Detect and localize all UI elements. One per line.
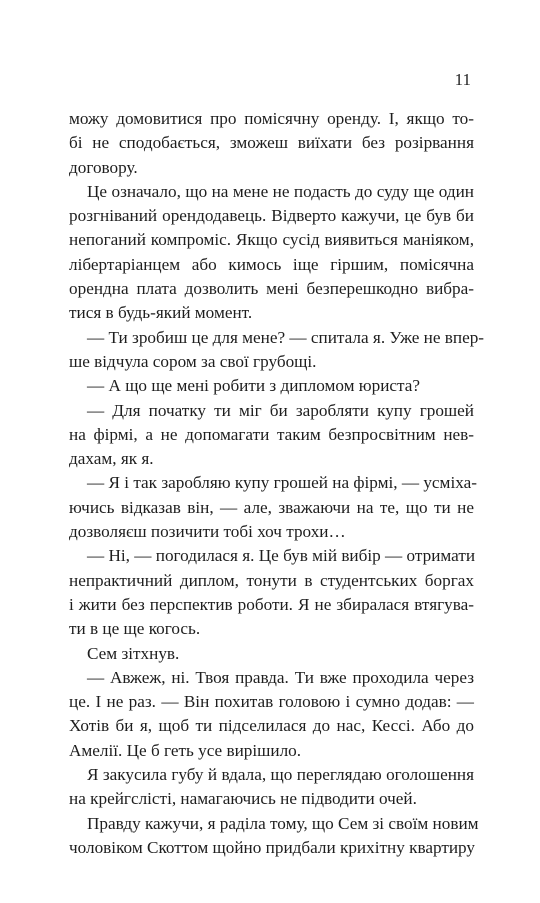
text-line: непрактичний диплом, тонути в студентських боргах xyxy=(69,570,474,590)
text-line: бі не сподобається, зможеш виїхати без розірвання xyxy=(69,133,474,153)
text-line: це. І не раз. — Він похитав головою і сумно додав: — xyxy=(69,692,474,712)
text-line: на фірмі, а не допомагати таким безпросвітним нев- xyxy=(69,424,474,444)
text-line: — А що ще мені робити з дипломом юриста? xyxy=(87,376,421,396)
text-line: чоловіком Скоттом щойно придбали крихітну квартиру xyxy=(69,837,475,857)
text-line: Сем зітхнув. xyxy=(87,643,180,663)
text-line: договору. xyxy=(69,157,138,177)
text-line: Я закусила губу й вдала, що переглядаю оголошення xyxy=(87,765,474,785)
text-line: — Авжеж, ні. Твоя правда. Ти вже проходила через xyxy=(87,667,474,687)
text-line: тися в будь-який момент. xyxy=(69,303,253,323)
page-number: 11 xyxy=(454,70,471,89)
text-line: — Я і так заробляю купу грошей на фірмі, — усміха- xyxy=(87,473,477,493)
text-line: — Ти зробиш це для мене? — спитала я. Уже не впер- xyxy=(87,327,485,347)
text-line: можу домовитися про помісячну оренду. І, якщо то- xyxy=(69,109,474,128)
text-line: орендна плата дозволить мені безперешкодно вибра- xyxy=(69,279,474,299)
text-line: ти в це ще когось. xyxy=(69,619,201,639)
text-line: непоганий компроміс. Якщо сусід виявиться маніяком, xyxy=(69,230,474,250)
text-line: Амелії. Це б геть усе вирішило. xyxy=(69,740,302,760)
text-line: Хотів би я, щоб ти підселилася до нас, Кессі. Або до xyxy=(69,716,474,736)
text-line: Правду кажучи, я раділа тому, що Сем зі своїм новим xyxy=(87,813,479,833)
text-line: — Ні, — погодилася я. Це був мій вибір — отримати xyxy=(87,546,476,566)
text-line: дахам, як я. xyxy=(69,449,154,469)
text-line: Це означало, що на мене не подасть до суду ще один xyxy=(87,181,474,201)
text-line: розгніваний орендодавець. Відверто кажучи, це був би xyxy=(69,206,474,226)
body-text xyxy=(69,107,485,860)
text-line: лібертаріанцем або кимось іще гіршим, помісячна xyxy=(69,254,474,274)
text-line: дозволяєш позичити тобі хоч трохи… xyxy=(69,522,346,542)
text-line: — Для початку ти міг би заробляти купу грошей xyxy=(87,400,474,420)
text-line: ючись відказав він, — але, зважаючи на те, що ти не xyxy=(69,497,474,517)
text-line: ше відчула сором за свої грубощі. xyxy=(69,351,317,371)
text-line: на крейгслісті, намагаючись не підводити очей. xyxy=(69,789,417,809)
text-line: і жити без перспектив роботи. Я не збиралася втягува- xyxy=(69,594,474,614)
